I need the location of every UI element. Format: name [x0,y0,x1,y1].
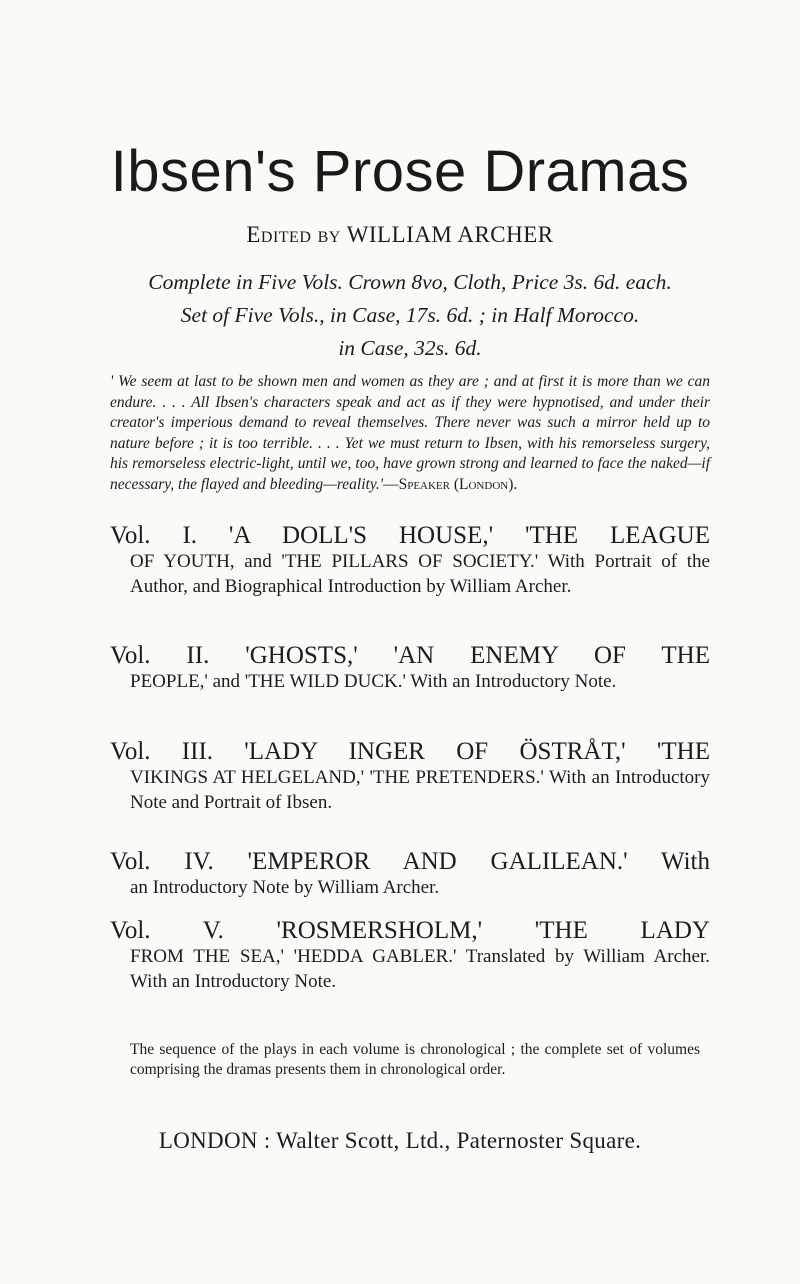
review-quote [110,372,710,495]
volume-5-entry [110,917,710,994]
volume-3-description: VIKINGS AT HELGELAND,' 'THE PRETENDERS.' With an Introductory Note and Portrait of Ibsen. [130,767,710,813]
volume-4-entry [110,848,710,901]
editor-line: Edited by WILLIAM ARCHER [246,222,554,247]
price-line-2: Set of Five Vols., in Case, 17s. 6d. ; in Half Morocco. [180,303,640,327]
quote-text: ' We seem at last to be shown men and women as they are ; and at first it is more than we can endure. . . . All Ibsen's characters speak and act as if they were hypnotised, and under their creator's imperious demand to reveal themselves. There never was such a mirror held up to nature before ; it is too terrible. . . . Yet we must return to Ibsen, with his remorseless surgery, his remorseless electric-light, until we, too, have grown strong and learned to face the naked—if necessary, the flayed and bleeding—reality.' [110,373,710,493]
publisher-imprint: LONDON : Walter Scott, Ltd., Paternoster Square. [158,1128,642,1153]
quote-source: —Speaker (London). [383,475,518,493]
volume-2-heading: Vol. II. 'GHOSTS,' 'AN ENEMY OF THE [110,642,710,669]
sequence-note: The sequence of the plays in each volume is chronological ; the complete set of volumes comprising the dramas presents them in chronological order. [130,1041,700,1078]
volume-1-heading: Vol. I. 'A DOLL'S HOUSE,' 'THE LEAGUE [110,522,710,549]
volume-4-description: an Introductory Note by William Archer. [130,877,440,898]
volume-2-entry [110,642,710,695]
price-info [140,266,680,365]
volume-3-entry [110,738,710,815]
volume-1-description: OF YOUTH, and 'THE PILLARS OF SOCIETY.' With Portrait of the Author, and Biographical Introduction by William Archer. [130,551,710,597]
volume-5-description: FROM THE SEA,' 'HEDDA GABLER.' Translated by William Archer. With an Introductory Note. [130,946,710,992]
page-title: Ibsen's Prose Dramas [110,139,690,204]
volume-5-heading: Vol. V. 'ROSMERSHOLM,' 'THE LADY [110,917,710,944]
price-line-3: in Case, 32s. 6d. [338,336,482,360]
volume-4-heading: Vol. IV. 'EMPEROR AND GALILEAN.' With [110,848,710,875]
volume-1-entry [110,522,710,599]
volume-3-heading: Vol. III. 'LADY INGER OF ÖSTRÅT,' 'THE [110,738,710,765]
price-line-1: Complete in Five Vols. Crown 8vo, Cloth, Price 3s. 6d. each. [148,270,672,294]
volume-2-description: PEOPLE,' and 'THE WILD DUCK.' With an Introductory Note. [130,671,617,692]
